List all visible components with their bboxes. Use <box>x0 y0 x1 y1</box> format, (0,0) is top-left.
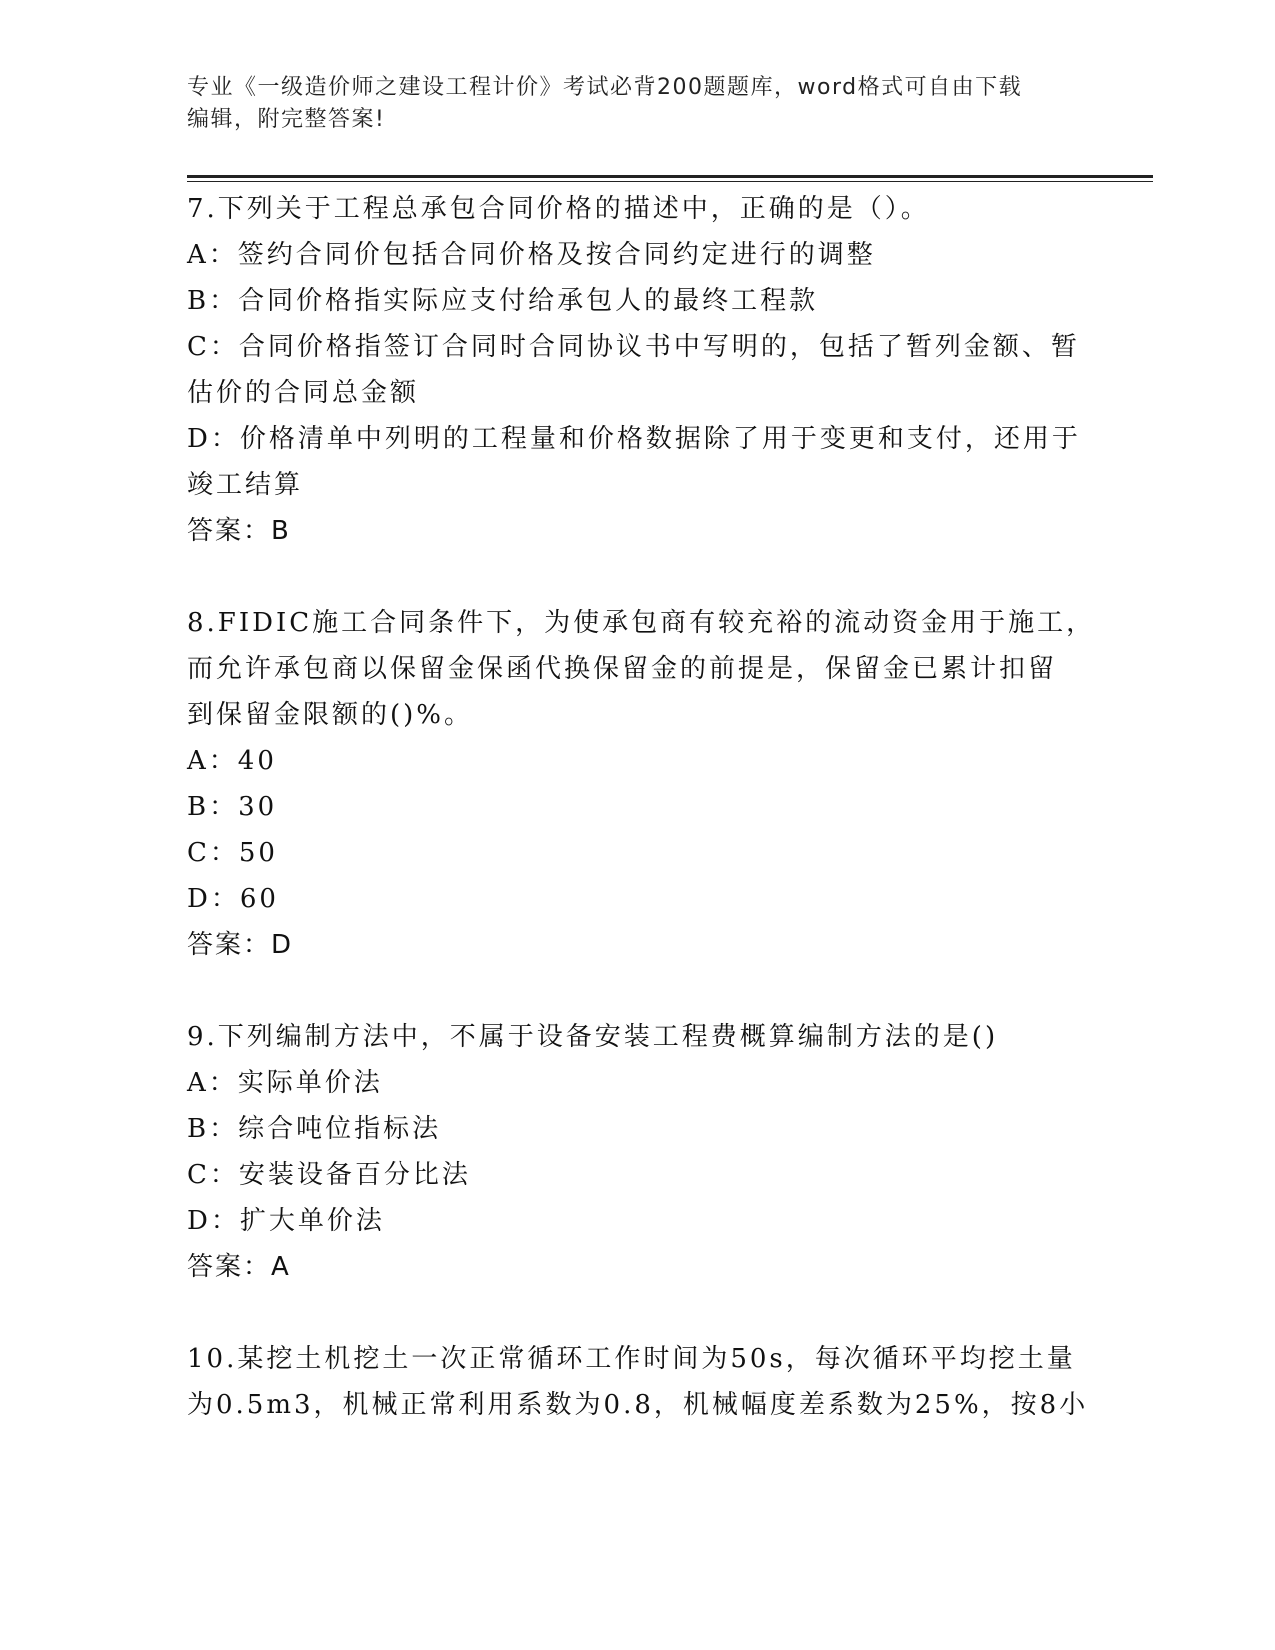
header-line-2: 编辑，附完整答案! <box>187 107 386 132</box>
question-stem: 10.某挖土机挖土一次正常循环工作时间为50s，每次循环平均挖土量 <box>187 1344 1076 1374</box>
option-b: B：合同价格指实际应支付给承包人的最终工程款 <box>187 286 819 316</box>
answer-label: 答案：A <box>187 1252 291 1282</box>
question-stem-continued: 为0.5m3，机械正常利用系数为0.8，机械幅度差系数为25%，按8小 <box>187 1390 1089 1420</box>
option-b: B：综合吨位指标法 <box>187 1114 442 1144</box>
question-stem-continued: 而允许承包商以保留金保函代换保留金的前提是，保留金已累计扣留 <box>187 654 1058 684</box>
question-stem: 7.下列关于工程总承包合同价格的描述中，正确的是（）。 <box>187 194 930 224</box>
question-7 <box>187 186 1081 554</box>
option-a: A：签约合同价包括合同价格及按合同约定进行的调整 <box>187 240 876 270</box>
document-header <box>187 72 1067 136</box>
option-d: D：扩大单价法 <box>187 1206 385 1236</box>
option-c: C：合同价格指签订合同时合同协议书中写明的，包括了暂列金额、暂 <box>187 332 1080 362</box>
question-list <box>187 186 1096 1474</box>
header-divider-thin <box>187 181 1153 182</box>
question-stem: 8.FIDIC施工合同条件下，为使承包商有较充裕的流动资金用于施工， <box>187 608 1096 638</box>
option-a: A：40 <box>187 746 277 776</box>
question-9 <box>187 1014 1067 1290</box>
option-d: D：60 <box>187 884 279 914</box>
question-stem: 9.下列编制方法中，不属于设备安装工程费概算编制方法的是() <box>187 1022 999 1052</box>
option-c: C：50 <box>187 838 278 868</box>
question-stem-continued: 到保留金限额的()%。 <box>187 700 473 730</box>
option-d: D：价格清单中列明的工程量和价格数据除了用于变更和支付，还用于 <box>187 424 1081 454</box>
option-b: B：30 <box>187 792 278 822</box>
option-d-continued: 竣工结算 <box>187 470 304 500</box>
header-divider-thick <box>187 175 1153 178</box>
answer-label: 答案：B <box>187 516 291 546</box>
option-c-continued: 估价的合同总金额 <box>187 378 420 408</box>
question-8 <box>187 600 1096 968</box>
answer-label: 答案：D <box>187 930 294 960</box>
header-line-1: 专业《一级造价师之建设工程计价》考试必背200题题库，word格式可自由下载 <box>187 75 1023 100</box>
option-c: C：安装设备百分比法 <box>187 1160 471 1190</box>
question-10 <box>187 1336 1089 1428</box>
option-a: A：实际单价法 <box>187 1068 383 1098</box>
